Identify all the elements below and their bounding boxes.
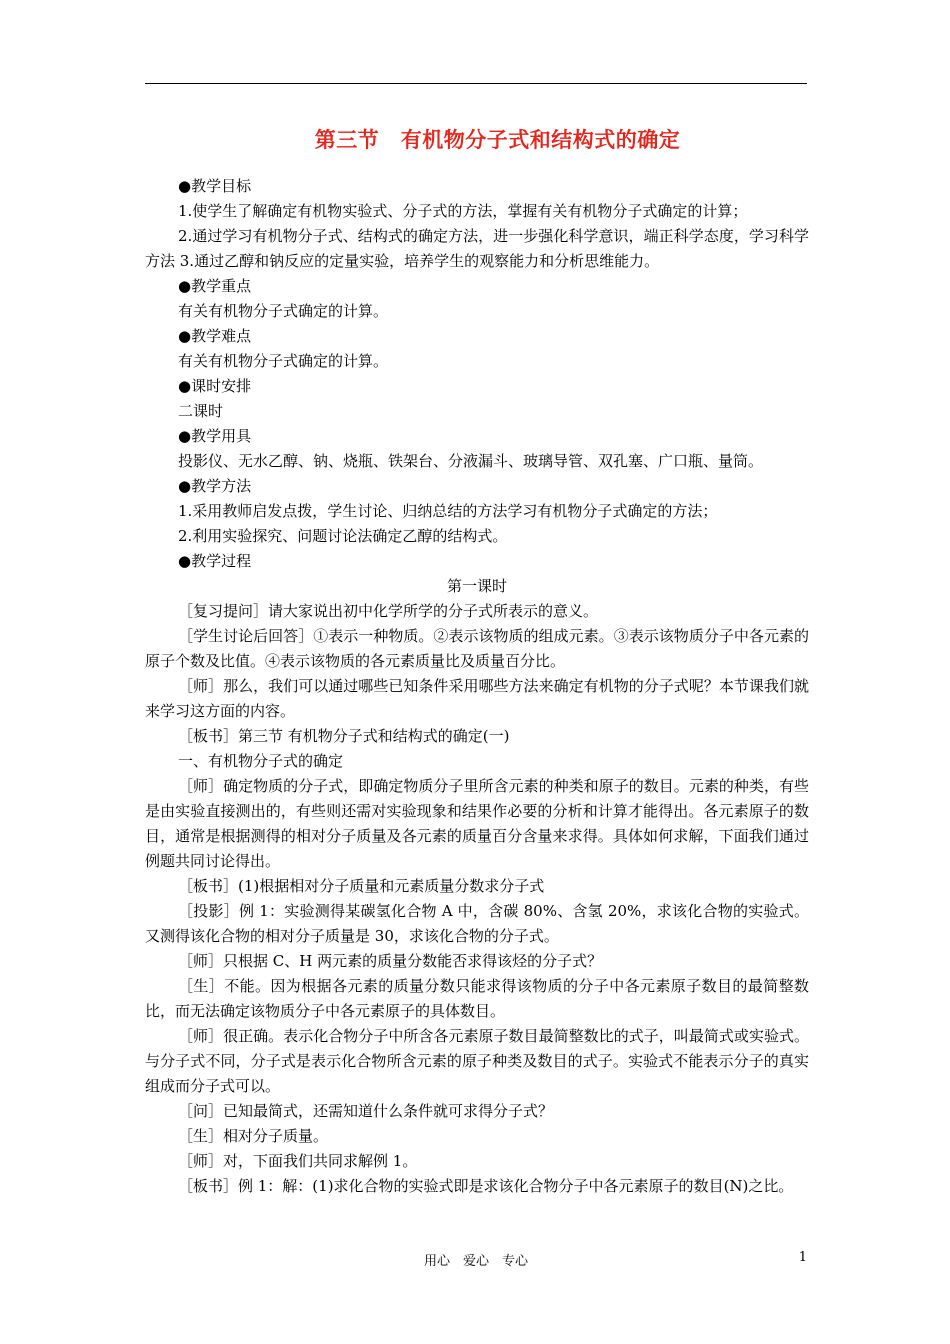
header-rule	[145, 83, 807, 84]
footer-motto: 用心 爱心 专心	[423, 1254, 528, 1269]
document-body	[145, 174, 809, 1199]
section-heading-objectives: ●教学目标	[178, 177, 252, 195]
paragraph: ［板书］例 1：解：(1)求化合物的实验式即是求该化合物分子中各元素原子的数目(N)之比。	[178, 1177, 794, 1195]
paragraph: ［板书］(1)根据相对分子质量和元素质量分数求分子式	[178, 877, 545, 895]
paragraph: ［师］对，下面我们共同求解例 1。	[178, 1152, 418, 1170]
section-heading-methods: ●教学方法	[178, 477, 252, 495]
paragraph: ［复习提问］请大家说出初中化学所学的分子式所表示的意义。	[178, 602, 599, 620]
paragraph: ［生］不能。因为根据各元素的质量分数只能求得该物质的分子中各元素原子数目的最简整数比，而无法确定该物质分子中各元素原子的具体数目。	[145, 977, 809, 1020]
paragraph: 2.利用实验探究、问题讨论法确定乙醇的结构式。	[178, 527, 508, 545]
section-heading-schedule: ●课时安排	[178, 377, 252, 395]
paragraph: ［问］已知最简式，还需知道什么条件就可求得分子式？	[178, 1102, 554, 1120]
paragraph: ［师］那么，我们可以通过哪些已知条件采用哪些方法来确定有机物的分子式呢？本节课我们就来学习这方面的内容。	[145, 677, 809, 720]
page-number: 1	[798, 1250, 807, 1265]
page-title: 第三节 有机物分子式和结构式的确定	[314, 128, 681, 152]
paragraph: ［师］确定物质的分子式，即确定物质分子里所含元素的种类和原子的数目。元素的种类，有些是由实验直接测出的，有些则还需对实验现象和结果作必要的分析和计算才能得出。各元素原子的数目，通常是根据测得的相对分子质量及各元素的质量百分含量来求得。具体如何求解，下面我们通过例题共同讨论得出。	[145, 777, 809, 870]
paragraph: ［师］只根据 C、H 两元素的质量分数能否求得该烃的分子式？	[178, 952, 603, 970]
paragraph: ［投影］例 1：实验测得某碳氢化合物 A 中，含碳 80%、含氢 20%，求该化合物的实验式。又测得该化合物的相对分子质量是 30，求该化合物的分子式。	[145, 902, 809, 945]
section-heading-difficulties: ●教学难点	[178, 327, 252, 345]
paragraph: 2.通过学习有机物分子式、结构式的确定方法，进一步强化科学意识，端正科学态度，学习科学方法 3.通过乙醇和钠反应的定量实验，培养学生的观察能力和分析思维能力。	[145, 227, 809, 270]
paragraph: 1.使学生了解确定有机物实验式、分子式的方法，掌握有关有机物分子式确定的计算；	[178, 202, 748, 220]
section-heading-materials: ●教学用具	[178, 427, 252, 445]
paragraph: 投影仪、无水乙醇、钠、烧瓶、铁架台、分液漏斗、玻璃导管、双孔塞、广口瓶、量筒。	[178, 452, 764, 470]
paragraph: 有关有机物分子式确定的计算。	[178, 302, 389, 320]
paragraph: ［板书］第三节 有机物分子式和结构式的确定(一)	[178, 727, 510, 745]
paragraph: 一、有机物分子式的确定	[178, 752, 344, 770]
paragraph: ［学生讨论后回答］①表示一种物质。②表示该物质的组成元素。③表示该物质分子中各元素的原子个数及比值。④表示该物质的各元素质量比及质量百分比。	[145, 627, 809, 670]
paragraph: 有关有机物分子式确定的计算。	[178, 352, 389, 370]
paragraph: 1.采用教师启发点拨，学生讨论、归纳总结的方法学习有机物分子式确定的方法；	[178, 502, 718, 520]
paragraph: 二课时	[178, 402, 224, 420]
paragraph: ［生］相对分子质量。	[178, 1127, 329, 1145]
section-heading-process: ●教学过程	[178, 552, 252, 570]
lesson-heading: 第一课时	[446, 577, 507, 595]
section-heading-key-points: ●教学重点	[178, 277, 252, 295]
page-footer	[145, 1250, 807, 1270]
paragraph: ［师］很正确。表示化合物分子中所含各元素原子数目最简整数比的式子，叫最简式或实验式。与分子式不同，分子式是表示化合物所含元素的原子种类及数目的式子。实验式不能表示分子的真实组成而分子式可以。	[145, 1027, 809, 1095]
